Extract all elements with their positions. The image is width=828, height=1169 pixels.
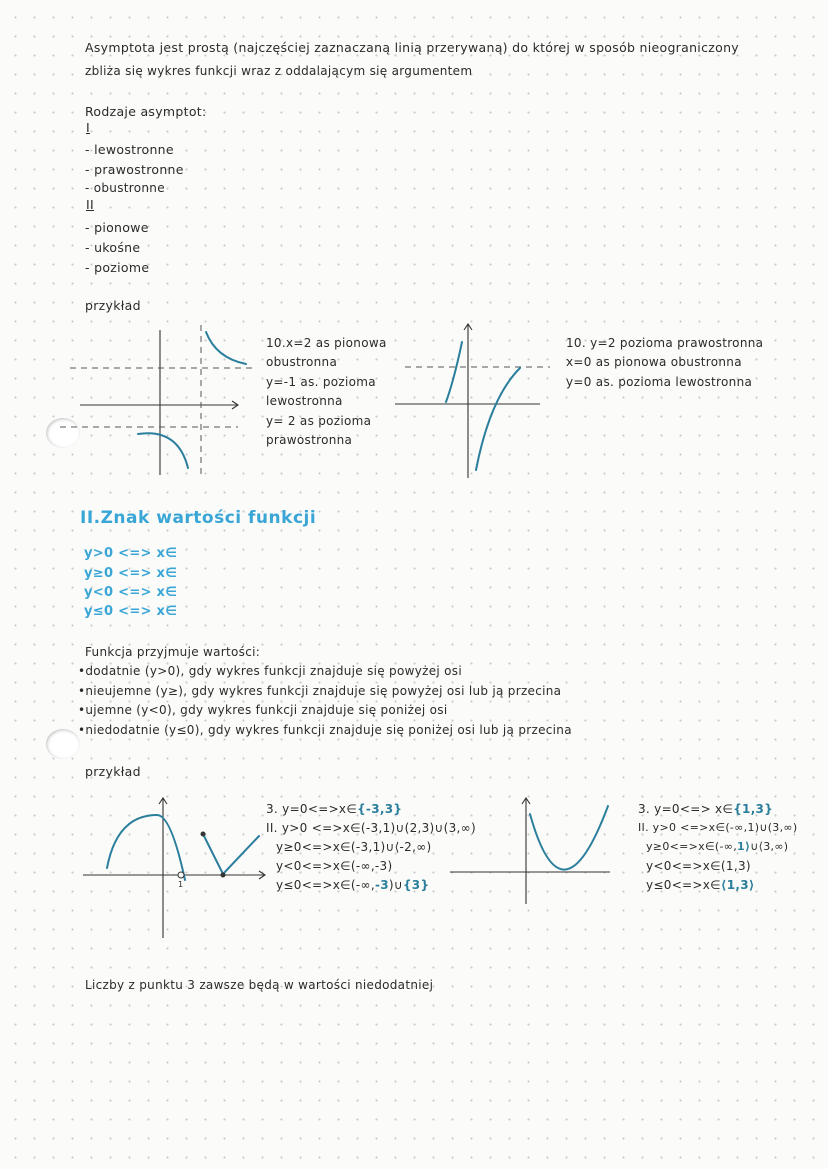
asymptote-graph-1: [60, 320, 300, 480]
ex2-line-3: y=0 as. pozioma lewostronna: [566, 375, 753, 389]
ex1-line-3: y=-1 as. pozioma: [266, 375, 376, 389]
values-item-2: •nieujemne (y≥), gdy wykres funkcji znajduje się powyżej osi lub ją przecina: [78, 684, 562, 698]
group1-item-1: - lewostronne: [85, 142, 174, 157]
ex3-line-1-text: 3. y=0<=>x∈: [266, 802, 358, 816]
ex1-line-6: prawostronna: [266, 433, 353, 447]
group1-label: I: [86, 120, 90, 135]
ex4-line-5: [646, 878, 755, 892]
ex3-line-5-mid: )∪: [388, 878, 403, 892]
sign-graph-1: [75, 790, 275, 940]
ex3-line-1-highlight: {-3,3}: [357, 802, 403, 816]
intro-line-2: zbliża się wykres funkcji wraz z oddalającym się argumentem: [85, 64, 473, 78]
rule-3: y<0 <=> x∈: [84, 585, 178, 600]
graph3-filled-point: [201, 832, 206, 837]
values-intro: Funkcja przyjmuje wartości:: [85, 645, 261, 659]
ex1-line-2: obustronna: [266, 355, 338, 369]
examples1-title: przykład: [85, 298, 141, 313]
graph3-parabola: [107, 815, 185, 880]
ex1-line-4: lewostronna: [266, 394, 343, 408]
graph2-curve-right: [476, 368, 520, 470]
graph1-curve-right: [206, 332, 246, 364]
ex2-line-2: x=0 as pionowa obustronna: [566, 355, 742, 369]
ex4-line-3-post: ∪⟨3,∞): [750, 840, 789, 853]
ex3-line-3: y≥0<=>x∈(-3,1)∪⟨-2,∞): [276, 840, 432, 854]
ex3-line-5-text: y≤0<=>x∈(-∞,: [276, 878, 375, 892]
ex1-line-1: 10.x=2 as pionowa: [266, 336, 387, 350]
ex2-line-1: 10. y=2 pozioma prawostronna: [566, 336, 764, 350]
graph3-v-shape: [203, 834, 259, 874]
asymptote-graph-2: [390, 318, 560, 488]
ex4-line-1-highlight: {1,3}: [733, 802, 774, 816]
ex3-line-5: [276, 878, 429, 892]
graph3-open-point: [178, 872, 184, 878]
ex4-line-2: II. y>0 <=>x∈(-∞,1)∪(3,∞): [638, 821, 798, 834]
graph3-point-at-1: [221, 873, 226, 878]
values-item-3: •ujemne (y<0), gdy wykres funkcji znajduje się poniżej osi: [78, 703, 448, 717]
group1-item-2: - prawostronne: [85, 162, 184, 177]
group1-item-3: - obustronne: [85, 181, 165, 195]
ex1-line-5: y= 2 as pozioma: [266, 414, 372, 428]
graph4-parabola: [530, 806, 608, 870]
ex3-line-5-highlight-1: -3: [374, 878, 389, 892]
ex3-line-5-highlight-2: {3}: [402, 878, 430, 892]
ex4-line-3-highlight: 1⟩: [737, 840, 751, 853]
punch-hole-bottom: [46, 729, 80, 759]
group2-label: II: [86, 197, 94, 212]
section2-title: II.Znak wartości funkcji: [80, 508, 317, 528]
ex4-line-3: [646, 840, 788, 853]
types-title: Rodzaje asymptot:: [85, 104, 207, 119]
rule-2: y≥0 <=> x∈: [84, 566, 178, 581]
rule-1: y>0 <=> x∈: [84, 546, 178, 561]
group2-item-3: - poziome: [85, 260, 150, 275]
ex4-line-5-highlight: ⟨1,3⟩: [720, 878, 755, 892]
footer-note: Liczby z punktu 3 zawsze będą w wartości niedodatniej: [85, 978, 434, 992]
sign-graph-2: [450, 794, 620, 934]
ex4-line-5-text: y≤0<=>x∈: [646, 878, 721, 892]
graph2-curve-left: [446, 342, 462, 402]
intro-line-1: Asymptota jest prostą (najczęściej zaznaczaną linią przerywaną) do której w sposób nieograniczony: [85, 40, 739, 55]
ex3-line-1: [266, 802, 402, 816]
ex4-line-4: y<0<=>x∈(1,3): [646, 859, 751, 873]
ex3-line-2: II. y>0 <=>x∈(-3,1)∪(2,3)∪(3,∞): [266, 821, 476, 835]
values-item-4: •niedodatnie (y≤0), gdy wykres funkcji znajduje się poniżej osi lub ją przecina: [78, 723, 572, 737]
ex4-line-1: [638, 802, 773, 816]
group2-item-2: - ukośne: [85, 240, 141, 255]
ex4-line-1-text: 3. y=0<=> x∈: [638, 802, 734, 816]
group2-item-1: - pionowe: [85, 220, 149, 235]
graph1-curve-left: [138, 433, 188, 468]
graph3-tick-label: 1: [178, 880, 184, 889]
ex3-line-4: y<0<=>x∈(-∞,-3): [276, 859, 393, 873]
ex4-line-3-text: y≥0<=>x∈(-∞,: [646, 840, 737, 853]
rule-4: y≤0 <=> x∈: [84, 604, 178, 619]
values-item-1: •dodatnie (y>0), gdy wykres funkcji znajduje się powyżej osi: [78, 664, 462, 678]
examples2-title: przykład: [85, 764, 141, 779]
